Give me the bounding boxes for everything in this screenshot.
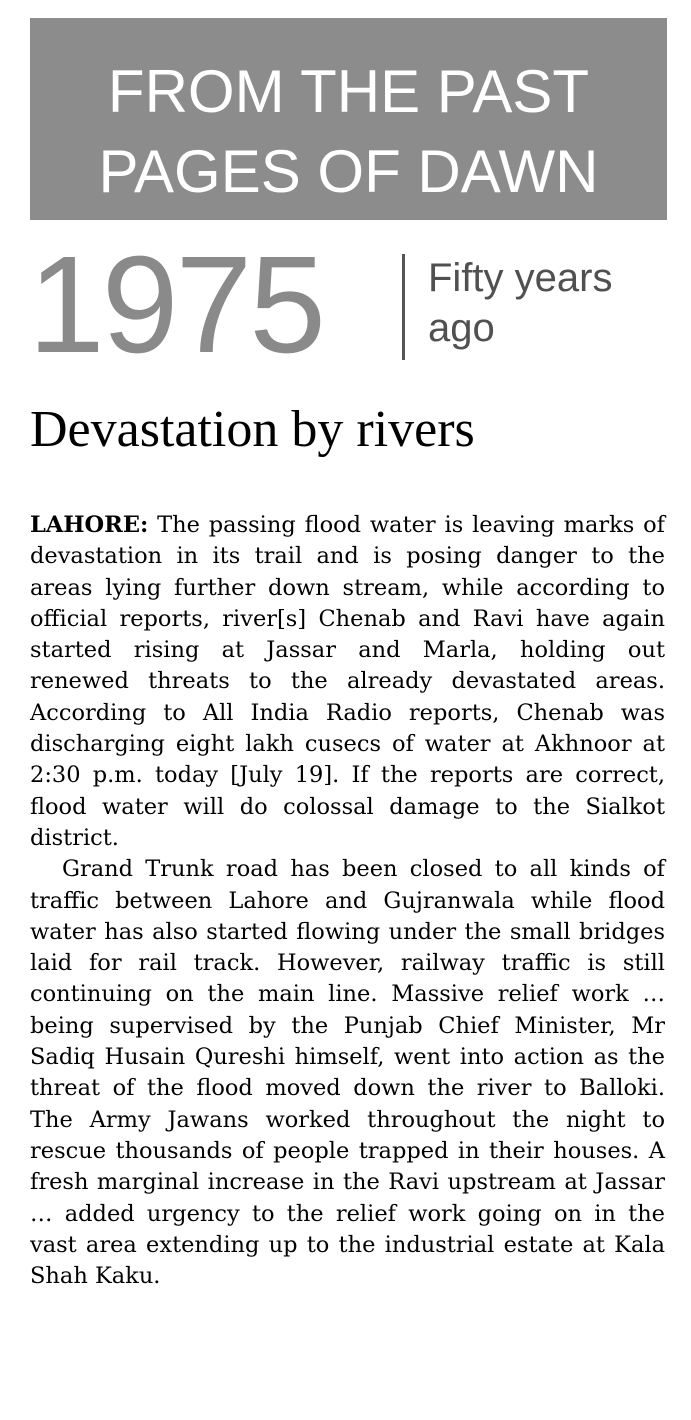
article-headline: Devastation by rivers bbox=[30, 401, 475, 458]
article-paragraph-2: Grand Trunk road has been closed to all kinds of traffic between Lahore and Gujranwala while flood water has also started flowing under the small bridges laid for rail track. However, railway traffic is still continuing on the main line. Massive relief work … being supervised by the Punjab Chief Minister, Mr Sadiq Husain Qureshi himself, went into action as the threat of the flood moved down the river to Balloki. The Army Jawans worked throughout the night to rescue thousands of people trapped in their houses. A fresh marginal increase in the Ravi upstream at Jassar … added urgency to the relief work going on in the vast area extending up to the industrial estate at Kala Shah Kaku. bbox=[30, 856, 665, 1290]
section-banner bbox=[30, 18, 667, 220]
banner-line-2: PAGES OF DAWN bbox=[98, 138, 599, 205]
dateline: LAHORE: bbox=[30, 512, 149, 538]
article-paragraph-1 bbox=[30, 510, 665, 854]
banner-line-1: FROM THE PAST bbox=[107, 58, 590, 125]
years-ago-line-1: Fifty years bbox=[428, 256, 613, 300]
years-ago-line-2: ago bbox=[428, 306, 495, 350]
years-ago-label bbox=[428, 253, 612, 353]
paragraph-1-text: The passing flood water is leaving marks of devastation in its trail and is posing danger to the areas lying further down stream, while according to official reports, river[s] Chenab and Ravi have again started rising at Jassar and Marla, holding out renewed threats to the already devastated areas. According to All India Radio reports, Chenab was discharging eight lakh cusecs of water at Akhnoor at 2:30 p.m. today [July 19]. If the reports are correct, flood water will do colossal damage to the Sialkot district. bbox=[30, 512, 665, 851]
article-body bbox=[30, 510, 665, 1292]
year-label: 1975 bbox=[28, 228, 323, 382]
vertical-divider bbox=[402, 254, 405, 360]
